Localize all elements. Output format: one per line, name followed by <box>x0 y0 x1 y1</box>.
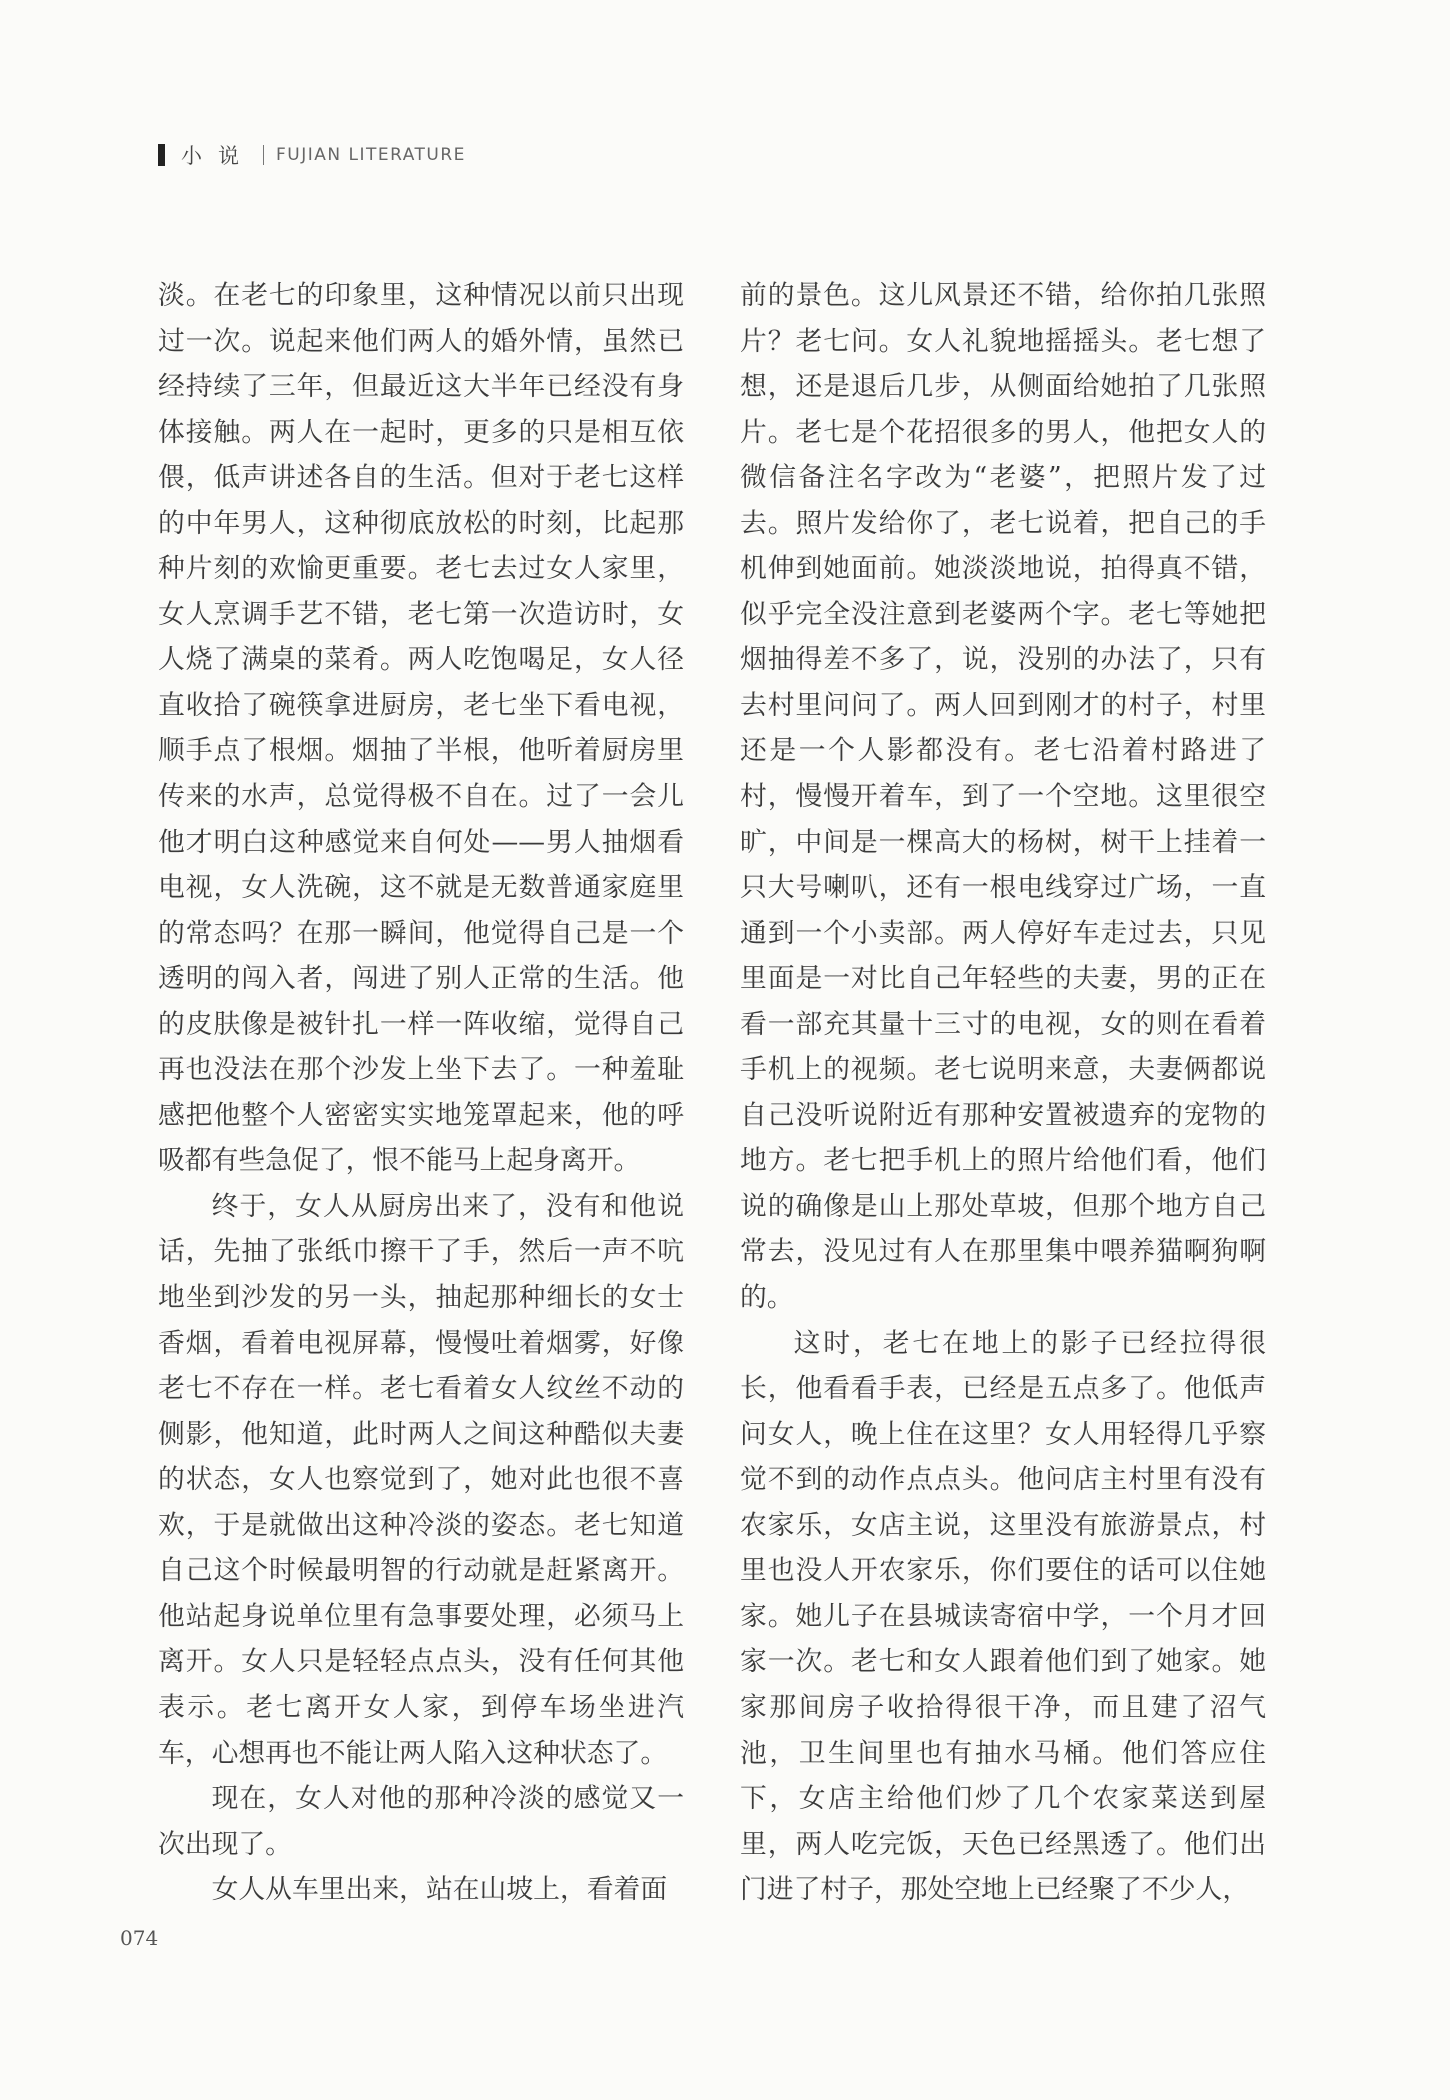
paragraph: 女人从车里出来，站在山坡上，看着面 <box>211 1874 668 1906</box>
section-label: 小说 <box>181 144 255 168</box>
journal-name: FUJIAN LITERATURE <box>276 145 466 165</box>
paragraph: 淡。在老七的印象里，这种情况以前只出现过一次。说起来他们两人的婚外情，虽然已经持续了三年，但最近这大半年已经没有身体接触。两人在一起时，更多的只是相互依偎，低声讲述各自的生活。但对于老七这样的中年男人，这种彻底放松的时刻，比起那种片刻的欢愉更重要。老七去过女人家里，女人烹调手艺不错，老七第一次造访时，女人烧了满桌的菜肴。两人吃饱喝足，女人径直收拾了碗筷拿进厨房，老七坐下看电视，顺手点了根烟。烟抽了半根，他听着厨房里传来的水声，总觉得极不自在。过了一会儿他才明白这种感觉来自何处——男人抽烟看电视，女人洗碗，这不就是无数普通家庭里的常态吗？在那一瞬间，他觉得自己是一个透明的闯入者，闯进了别人正常的生活。他的皮肤像是被针扎一样一阵收缩，觉得自己再也没法在那个沙发上坐下去了。一种羞耻感把他整个人密密实实地笼罩起来，他的呼吸都有些急促了，恨不能马上起身离开。 <box>158 280 684 1177</box>
header-divider <box>263 145 264 165</box>
paragraph: 终于，女人从厨房出来了，没有和他说话，先抽了张纸巾擦干了手，然后一声不吭地坐到沙发的另一头，抽起那种细长的女士香烟，看着电视屏幕，慢慢吐着烟雾，好像老七不存在一样。老七看着女人纹丝不动的侧影，他知道，此时两人之间这种酷似夫妻的状态，女人也察觉到了，她对此也很不喜欢，于是就做出这种冷淡的姿态。老七知道自己这个时候最明智的行动就是赶紧离开。他站起身说单位里有急事要处理，必须马上离开。女人只是轻轻点点头，没有任何其他表示。老七离开女人家，到停车场坐进汽车，心想再也不能让两人陷入这种状态了。 <box>158 1190 684 1769</box>
running-header <box>158 140 466 170</box>
paragraph: 这时，老七在地上的影子已经拉得很长，他看看手表，已经是五点多了。他低声问女人，晚上住在这里？女人用轻得几乎察觉不到的动作点点头。他问店主村里有没有农家乐，女店主说，这里没有旅游景点，村里也没人开农家乐，你们要住的话可以住她家。她儿子在县城读寄宿中学，一个月才回家一次。老七和女人跟着他们到了她家。她家那间房子收拾得很干净，而且建了沼气池，卫生间里也有抽水马桶。他们答应住下，女店主给他们炒了几个农家菜送到屋里，两人吃完饭，天色已经黑透了。他们出门进了村子，那处空地上已经聚了不少人， <box>740 1327 1266 1906</box>
header-bar-mark <box>158 144 165 166</box>
paragraph: 现在，女人对他的那种冷淡的感觉又一次出现了。 <box>158 1783 684 1860</box>
left-text-column <box>158 273 684 1913</box>
paragraph: 前的景色。这儿风景还不错，给你拍几张照片？老七问。女人礼貌地摇摇头。老七想了想，还是退后几步，从侧面给她拍了几张照片。老七是个花招很多的男人，他把女人的微信备注名字改为“老婆”，把照片发了过去。照片发给你了，老七说着，把自己的手机伸到她面前。她淡淡地说，拍得真不错，似乎完全没注意到老婆两个字。老七等她把烟抽得差不多了，说，没别的办法了，只有去村里问问了。两人回到刚才的村子，村里还是一个人影都没有。老七沿着村路进了村，慢慢开着车，到了一个空地。这里很空旷，中间是一棵高大的杨树，树干上挂着一只大号喇叭，还有一根电线穿过广场，一直通到一个小卖部。两人停好车走过去，只见里面是一对比自己年轻些的夫妻，男的正在看一部充其量十三寸的电视，女的则在看着手机上的视频。老七说明来意，夫妻俩都说自己没听说附近有那种安置被遗弃的宠物的地方。老七把手机上的照片给他们看，他们说的确像是山上那处草坡，但那个地方自己常去，没见过有人在那里集中喂养猫啊狗啊的。 <box>740 280 1266 1314</box>
right-text-column <box>740 273 1266 1913</box>
page-number: 074 <box>120 1926 159 1950</box>
